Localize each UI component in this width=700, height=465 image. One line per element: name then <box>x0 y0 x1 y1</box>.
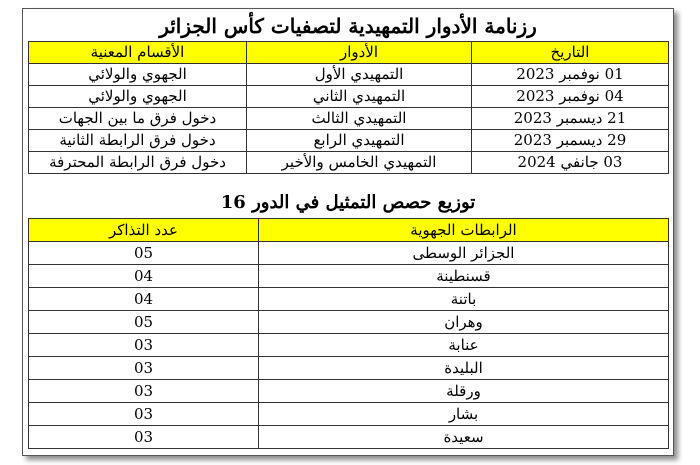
schedule-row <box>29 86 669 108</box>
cell-count: 05 <box>29 311 259 334</box>
header-round: الأدوار <box>247 42 472 64</box>
quota-row <box>29 311 669 334</box>
header-date: التاريخ <box>472 42 669 64</box>
cell-date: 21 ديسمبر 2023 <box>472 108 669 130</box>
quota-row <box>29 426 669 449</box>
cell-league: الجزائر الوسطى <box>259 242 669 265</box>
quota-row <box>29 288 669 311</box>
cell-date: 01 نوفمبر 2023 <box>472 64 669 86</box>
quota-row <box>29 357 669 380</box>
cell-divisions: الجهوي والولائي <box>29 86 247 108</box>
cell-count: 05 <box>29 242 259 265</box>
header-divisions: الأقسام المعنية <box>29 42 247 64</box>
cell-round: التمهيدي الرابع <box>247 130 472 152</box>
quota-row <box>29 334 669 357</box>
header-league: الرابطات الجهوية <box>259 219 669 242</box>
cell-count: 03 <box>29 426 259 449</box>
cell-round: التمهيدي الثالث <box>247 108 472 130</box>
schedule-row <box>29 152 669 174</box>
cell-date: 29 ديسمبر 2023 <box>472 130 669 152</box>
cell-league: قسنطينة <box>259 265 669 288</box>
cell-divisions: دخول فرق الرابطة المحترفة <box>29 152 247 174</box>
cell-date: 03 جانفي 2024 <box>472 152 669 174</box>
cell-count: 03 <box>29 380 259 403</box>
cell-league: سعيدة <box>259 426 669 449</box>
cell-league: بشار <box>259 403 669 426</box>
cell-league: عنابة <box>259 334 669 357</box>
quota-header-row <box>29 219 669 242</box>
schedule-header-row <box>29 42 669 64</box>
cell-divisions: دخول فرق ما بين الجهات <box>29 108 247 130</box>
header-count: عدد التذاكر <box>29 219 259 242</box>
cell-league: باتنة <box>259 288 669 311</box>
cell-count: 04 <box>29 288 259 311</box>
quota-row <box>29 242 669 265</box>
cell-count: 03 <box>29 357 259 380</box>
page-title: رزنامة الأدوار التمهيدية لتصفيات كأس الجزائر <box>159 14 537 38</box>
cell-league: وهران <box>259 311 669 334</box>
cell-date: 04 نوفمبر 2023 <box>472 86 669 108</box>
quota-table <box>28 218 669 449</box>
cell-round: التمهيدي الثاني <box>247 86 472 108</box>
cell-league: ورقلة <box>259 380 669 403</box>
cell-divisions: الجهوي والولائي <box>29 64 247 86</box>
cell-count: 04 <box>29 265 259 288</box>
cell-count: 03 <box>29 334 259 357</box>
cell-count: 03 <box>29 403 259 426</box>
quota-row <box>29 380 669 403</box>
cell-round: التمهيدي الخامس والأخير <box>247 152 472 174</box>
section-subtitle: توزيع حصص التمثيل في الدور 16 <box>220 192 476 213</box>
schedule-row <box>29 108 669 130</box>
cell-round: التمهيدي الأول <box>247 64 472 86</box>
quota-row <box>29 403 669 426</box>
cell-league: البليدة <box>259 357 669 380</box>
schedule-row <box>29 64 669 86</box>
document-frame <box>22 8 674 456</box>
schedule-row <box>29 130 669 152</box>
quota-row <box>29 265 669 288</box>
schedule-table <box>28 41 669 174</box>
cell-divisions: دخول فرق الرابطة الثانية <box>29 130 247 152</box>
